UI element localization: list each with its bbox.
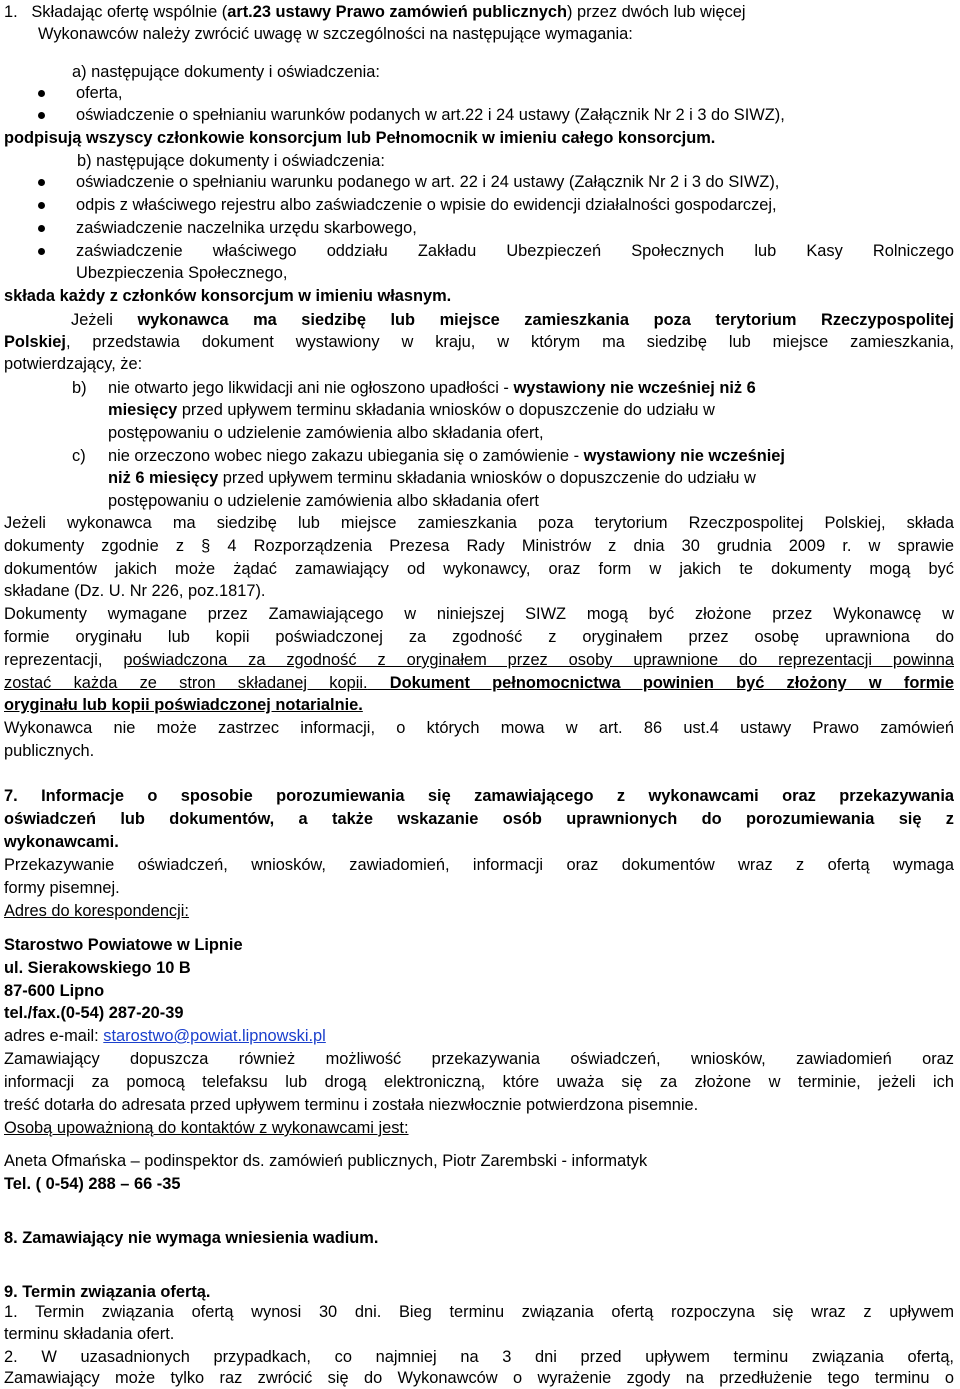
foreign-para-line3: potwierdzający, że: — [4, 355, 143, 373]
bullet-icon — [38, 248, 45, 255]
bullet-icon — [38, 112, 45, 119]
intro-text-bold: art.23 ustawy Prawo zamówień publicznych — [227, 3, 567, 21]
section7-heading-line2: oświadczeń lub dokumentów, a także wskazanie osób uprawnionych do porozumiewania się z — [4, 810, 954, 828]
list-b-item3: zaświadczenie naczelnika urzędu skarbowego, — [76, 219, 417, 237]
section7-p1-line2: formy pisemnej. — [4, 879, 120, 897]
para3-text-underlined: zostać każda ze stron składanej kopii. — [4, 674, 368, 692]
para3-line2: formie oryginału lub kopii poświadczonej za zgodność z oryginałem przez osobę uprawniona do — [4, 628, 954, 646]
foreign-b-line1 — [108, 377, 756, 400]
section9-p1-line2: terminu składania ofert. — [4, 1325, 175, 1343]
bullet-icon — [38, 202, 45, 209]
foreign-text-bold: wykonawca ma siedzibę lub miejsce zamieszkania poza terytorium Rzeczypospolitej — [137, 311, 954, 329]
foreign-c-label: c) — [72, 447, 86, 465]
foreign-c-line1 — [108, 445, 785, 468]
para3-text: reprezentacji, — [4, 651, 124, 669]
foreign-c-text-bold: niż 6 miesięcy — [108, 469, 219, 487]
contact-phone: Tel. ( 0-54) 288 – 66 -35 — [4, 1175, 181, 1193]
foreign-c-line3: postępowaniu o udzielenie zamówienia albo składania ofert — [108, 492, 539, 510]
para3-text-underlined: poświadczona za zgodność z oryginałem przez osoby uprawnione do reprezentacji powinna — [123, 651, 954, 669]
para3-line4 — [4, 672, 954, 694]
foreign-b-text: przed upływem terminu składania wniosków o dopuszczenie do udziału w — [177, 401, 715, 419]
section1-intro-line2: Wykonawców należy zwrócić uwagę w szczególności na następujące wymagania: — [38, 25, 633, 43]
foreign-b-text: nie otwarto jego likwidacji ani nie ogłoszono upadłości - — [108, 379, 514, 397]
email-line — [4, 1025, 326, 1048]
section1-number: 1. — [4, 3, 18, 21]
address-street: ul. Sierakowskiego 10 B — [4, 959, 191, 977]
contact-names: Aneta Ofmańska – podinspektor ds. zamówień publicznych, Piotr Zarembski - informatyk — [4, 1152, 648, 1170]
section9-p2-line1: 2. W uzasadnionych przypadkach, co najmniej na 3 dni przed upływem terminu związania ofertą, — [4, 1348, 954, 1366]
address-phone: tel./fax.(0-54) 287-20-39 — [4, 1004, 184, 1022]
foreign-b-text-bold: wystawiony nie wcześniej niż 6 — [513, 379, 756, 397]
section1-intro-line1 — [4, 1, 746, 24]
foreign-c-line2 — [108, 467, 756, 490]
foreign-b-line3: postępowaniu o udzielenie zamówienia albo składania ofert, — [108, 424, 544, 442]
section9-p1-line1: 1. Termin związania ofertą wynosi 30 dni. Bieg terminu związania ofertą rozpoczyna się wraz z upływem — [4, 1303, 954, 1321]
foreign-b-label: b) — [72, 379, 87, 397]
list-a-label: a) następujące dokumenty i oświadczenia: — [72, 63, 380, 81]
foreign-text-bold: Polskiej — [4, 333, 66, 351]
section7-p2-line3: treść dotarła do adresata przed upływem terminu i została niezwłocznie potwierdzona pisemnie. — [4, 1096, 699, 1114]
para2-line3: dokumentów jakich może żądać zamawiający od wykonawcy, oraz form w jakich te dokumenty mogą być — [4, 560, 954, 578]
section7-p1-line1: Przekazywanie oświadczeń, wniosków, zawiadomień, informacji oraz dokumentów wraz z ofertą wymaga — [4, 856, 954, 874]
foreign-para-line2 — [4, 331, 954, 353]
foreign-b-text-bold: miesięcy — [108, 401, 178, 419]
bullet-icon — [38, 90, 45, 97]
list-b-footer: składa każdy z członków konsorcjum w imieniu własnym. — [4, 287, 452, 305]
para4-line1: Wykonawca nie może zastrzec informacji, o których mowa w art. 86 ust.4 ustawy Prawo zamówień — [4, 719, 954, 737]
section7-heading-line3: wykonawcami. — [4, 833, 119, 851]
para3-line5: oryginału lub kopii poświadczonej notarialnie. — [4, 696, 363, 714]
section7-p2-line1: Zamawiający dopuszcza również możliwość przekazywania oświadczeń, wniosków, zawiadomień oraz — [4, 1050, 954, 1068]
section8-heading: 8. Zamawiający nie wymaga wniesienia wadium. — [4, 1229, 379, 1247]
intro-text: ) przez dwóch lub więcej — [566, 3, 746, 21]
foreign-para-line1 — [71, 309, 954, 331]
list-a-item-oswiadczenie: oświadczenie o spełnianiu warunków podanych w art.22 i 24 ustawy (Załącznik Nr 2 i 3 do SIWZ), — [76, 106, 785, 124]
para2-line2: dokumenty zgodnie z § 4 Rozporządzenia Prezesa Rady Ministrów z dnia 30 grudnia 2009 r. w sprawie — [4, 537, 954, 555]
foreign-b-line2 — [108, 399, 715, 422]
para2-line1: Jeżeli wykonawca ma siedzibę lub miejsce zamieszkania poza terytorium Rzeczpospolitej Polskiej, składa — [4, 514, 954, 532]
para3-line1: Dokumenty wymagane przez Zamawiającego w niniejszej SIWZ mogą być złożone przez Wykonawcę w — [4, 605, 954, 623]
para2-line4: składane (Dz. U. Nr 226, poz.1817). — [4, 582, 266, 600]
list-a-item-oferta: oferta, — [76, 84, 123, 102]
intro-text: Składając ofertę wspólnie ( — [31, 3, 228, 21]
contact-label: Osobą upoważnioną do kontaktów z wykonawcami jest: — [4, 1119, 409, 1137]
bullet-icon — [38, 225, 45, 232]
list-b-item4-line2: Ubezpieczenia Społecznego, — [76, 264, 288, 282]
address-label: Adres do korespondencji: — [4, 902, 189, 920]
list-b-label: b) następujące dokumenty i oświadczenia: — [77, 152, 385, 170]
section9-heading: 9. Termin związania ofertą. — [4, 1283, 211, 1301]
list-b-item1: oświadczenie o spełnianiu warunku podanego w art. 22 i 24 ustawy (Załącznik Nr 2 i 3 do SIWZ), — [76, 173, 780, 191]
foreign-c-text: nie orzeczono wobec niego zakazu ubiegania się o zamówienie - — [108, 447, 584, 465]
para4-line2: publicznych. — [4, 742, 95, 760]
para3-line3 — [4, 649, 954, 671]
section7-p2-line2: informacji za pomocą telefaksu lub drogą elektroniczną, które uważa się za złożone w terminie, jeżeli ich — [4, 1073, 954, 1091]
section7-heading-line1: 7. Informacje o sposobie porozumiewania się zamawiającego z wykonawcami oraz przekazywania — [4, 787, 954, 805]
address-city: 87-600 Lipno — [4, 982, 105, 1000]
address-name: Starostwo Powiatowe w Lipnie — [4, 936, 243, 954]
list-a-item-podpisuja: podpisują wszyscy członkowie konsorcjum lub Pełnomocnik w imieniu całego konsorcjum. — [4, 129, 716, 147]
foreign-text: , przedstawia dokument wystawiony w kraju, w którym ma siedzibę lub miejsce zamieszkania, — [65, 333, 954, 351]
foreign-c-text: przed upływem terminu składania wniosków o dopuszczenie do udziału w — [218, 469, 756, 487]
list-b-item4-line1: zaświadczenie właściwego oddziału Zakładu Ubezpieczeń Społecznych lub Kasy Rolniczego — [76, 242, 954, 260]
para3-text-bold-underlined: Dokument pełnomocnictwa powinien być złożony w formie — [367, 674, 954, 692]
email-label: adres e-mail: — [4, 1027, 104, 1045]
foreign-c-text-bold: wystawiony nie wcześniej — [583, 447, 785, 465]
foreign-text: Jeżeli — [71, 311, 138, 329]
section9-p2-line2: Zamawiający może tylko raz zwrócić się do Wykonawców o wyrażenie zgody na przedłużenie tego terminu o — [4, 1369, 954, 1387]
list-b-item2: odpis z właściwego rejestru albo zaświadczenie o wpisie do ewidencji działalności gospodarczej, — [76, 196, 777, 214]
email-link[interactable]: starostwo@powiat.lipnowski.pl — [103, 1027, 326, 1045]
bullet-icon — [38, 179, 45, 186]
